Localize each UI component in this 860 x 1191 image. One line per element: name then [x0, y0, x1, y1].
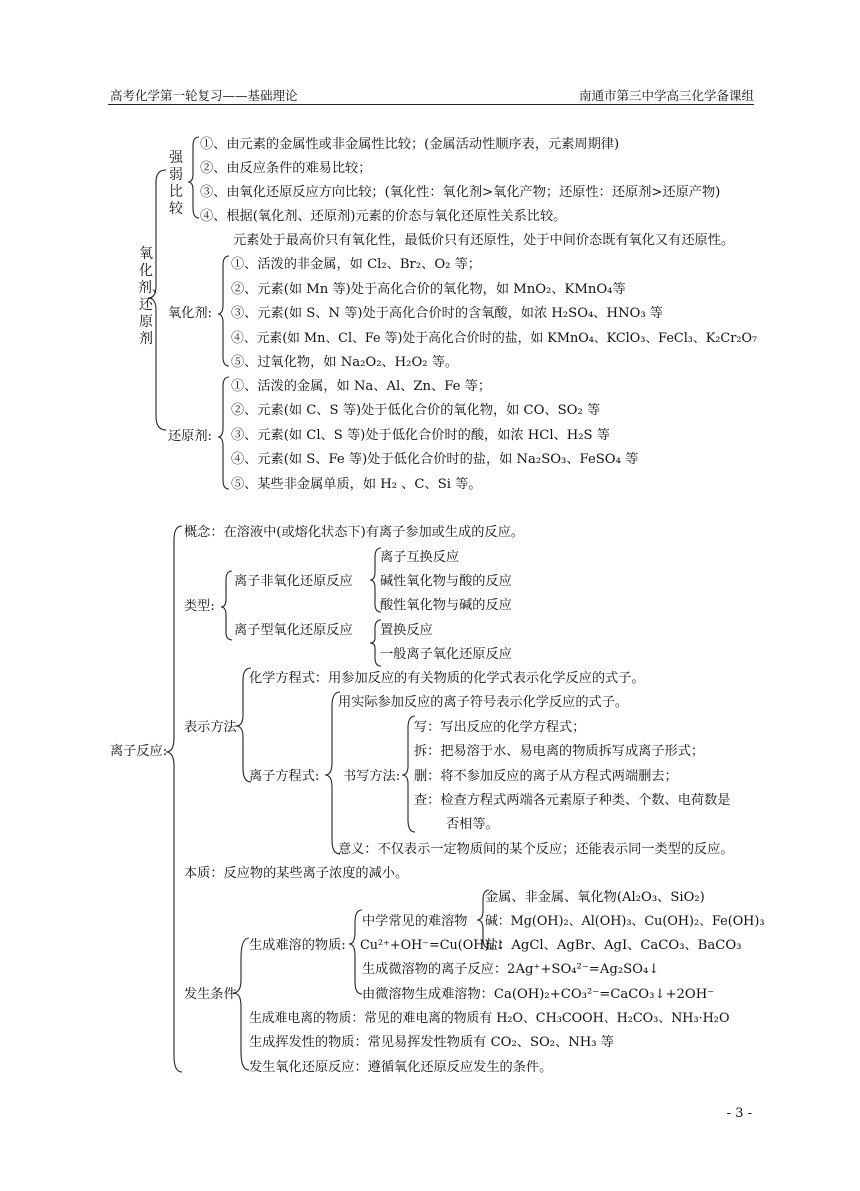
chem-eq: 化学方程式：用参加反应的有关物质的化学式表示化学反应的式子。: [249, 671, 645, 686]
reductant-item-4: ④、元素(如 S、Fe 等)处于低化合价时的盐，如 Na₂SO₃、FeSO₄ 等: [231, 452, 639, 467]
brace-ionic-main: [166, 526, 182, 1072]
from-slightly-soluble: 由微溶物生成难溶物：Ca(OH)₂+CO₃²⁻=CaCO₃↓+2OH⁻: [362, 987, 715, 1002]
common-insol-label: 中学常见的难溶物: [362, 914, 468, 929]
reductant-item-3: ③、元素(如 Cl、S 等)处于低化合价时的酸，如浓 HCl、H₂S 等: [231, 428, 610, 443]
reductant-item-2: ②、元素(如 C、S 等)处于低化合价的氧化物，如 CO、SO₂ 等: [231, 403, 601, 418]
slightly-soluble: 生成微溶物的离子反应：2Ag⁺+SO₄²⁻=Ag₂SO₄↓: [362, 962, 660, 977]
oxidant-item-5: ⑤、过氧化物，如 Na₂O₂、H₂O₂ 等。: [231, 355, 459, 370]
cu-equation: Cu²⁺+OH⁻=Cu(OH)₂↓: [360, 938, 506, 953]
oxidant-item-3: ③、元素(如 S、N 等)处于高化合价时的含氧酸，如浓 H₂SO₄、HNO₃ 等: [231, 306, 663, 321]
meaning: 意义：不仅表示一定物质间的某个反应；还能表示同一类型的反应。: [338, 842, 734, 857]
writing-label: 书写方法:: [343, 769, 401, 784]
oxidant-item-2: ②、元素(如 Mn 等)处于高化合价的氧化物，如 MnO₂、KMnO₄等: [231, 282, 626, 297]
ionic-label: 离子方程式:: [249, 769, 320, 784]
page-number: - 3 -: [726, 1106, 752, 1121]
compare-label: 强弱比较: [169, 150, 183, 217]
nonredox-label: 离子非氧化还原反应: [234, 574, 353, 589]
redox-item-1: 置换反应: [380, 623, 433, 638]
writing-cont: 否相等。: [446, 817, 499, 832]
writing-step-1: 写：写出反应的化学方程式；: [414, 720, 586, 735]
compare-item-1: ①、由元素的金属性或非金属性比较；(金属活动性顺序表，元素周期律): [200, 137, 620, 152]
reductant-item-1: ①、活泼的金属，如 Na、Al、Zn、Fe 等；: [231, 379, 492, 394]
writing-step-3: 删：将不参加反应的离子从方程式两端删去；: [414, 769, 678, 784]
weak-electrolyte: 生成难电离的物质：常见的难电离的物质有 H₂O、CH₃COOH、H₂CO₃、NH₃·H₂O: [249, 1011, 730, 1026]
insoluble-label: 生成难溶的物质:: [249, 938, 346, 953]
common-insol-item-3: 盐：AgCl、AgBr、AgI、CaCO₃、BaCO₃: [485, 938, 742, 953]
common-insol-item-2: 碱：Mg(OH)₂、Al(OH)₃、Cu(OH)₂、Fe(OH)₃: [485, 914, 765, 929]
redox-item-2: 一般离子氧化还原反应: [380, 647, 512, 662]
compare-item-2: ②、由反应条件的难易比较；: [200, 161, 372, 176]
valence-note: 元素处于最高价只有氧化性，最低价只有还原性，处于中间价态既有氧化又有还原性。: [233, 233, 735, 248]
common-insol-item-1: 金属、非金属、氧化物(Al₂O₃、SiO₂): [485, 890, 705, 905]
writing-step-4: 查：检查方程式两端各元素原子种类、个数、电荷数是: [414, 793, 731, 808]
redox-label: 离子型氧化还原反应: [234, 623, 353, 638]
oxidant-item-1: ①、活泼的非金属，如 Cl₂、Br₂、O₂ 等；: [231, 257, 481, 272]
compare-item-4: ④、根据(氧化剂、还原剂)元素的价态与氧化还原性关系比较。: [200, 209, 567, 224]
brace-ionic: [325, 692, 340, 854]
header-left: 高考化学第一轮复习——基础理论: [110, 88, 298, 103]
ionic-def: 用实际参加反应的离子符号表示化学反应的式子。: [338, 695, 629, 710]
concept: 概念：在溶液中(或熔化状态下)有离子参加或生成的反应。: [184, 525, 524, 540]
volatile: 生成挥发性的物质：常见易挥发性物质有 CO₂、SO₂、NH₃ 等: [249, 1035, 614, 1050]
section1-title-vertical: 氧化剂、还原剂: [138, 246, 166, 347]
writing-step-2: 拆：把易溶于水、易电离的物质拆写成离子形式；: [414, 744, 705, 759]
header-right: 南通市第三中学高三化学备课组: [578, 88, 754, 103]
repr-label: 表示方法: [184, 720, 237, 735]
brace-type: [221, 571, 232, 640]
oxidant-label: 氧化剂:: [168, 306, 213, 321]
nonredox-item-3: 酸性氧化物与碱的反应: [380, 598, 512, 613]
nonredox-item-2: 碱性氧化物与酸的反应: [380, 574, 512, 589]
type-label: 类型:: [184, 599, 215, 614]
redox-condition: 发生氧化还原反应：遵循氧化还原反应发生的条件。: [249, 1060, 553, 1075]
brace-oxidant: [218, 256, 229, 366]
reductant-label: 还原剂:: [168, 429, 213, 444]
brace-compare: [188, 137, 199, 218]
conditions-label: 发生条件: [184, 987, 237, 1002]
compare-item-3: ③、由氧化还原反应方向比较；(氧化性：氧化剂>氧化产物；还原性：还原剂>还原产物): [200, 185, 721, 200]
oxidant-item-4: ④、元素(如 Mn、Cl、Fe 等)处于高化合价时的盐，如 KMnO₄、KClO₃、FeCl₃、K₂Cr₂O₇: [231, 331, 758, 346]
ionic-reaction-title: 离子反应:: [110, 744, 168, 759]
brace-reductant: [218, 377, 229, 489]
nonredox-item-1: 离子互换反应: [380, 550, 460, 565]
reductant-item-5: ⑤、某些非金属单质，如 H₂ 、C、Si 等。: [231, 477, 482, 492]
essence: 本质：反应物的某些离子浓度的减小。: [184, 866, 409, 881]
